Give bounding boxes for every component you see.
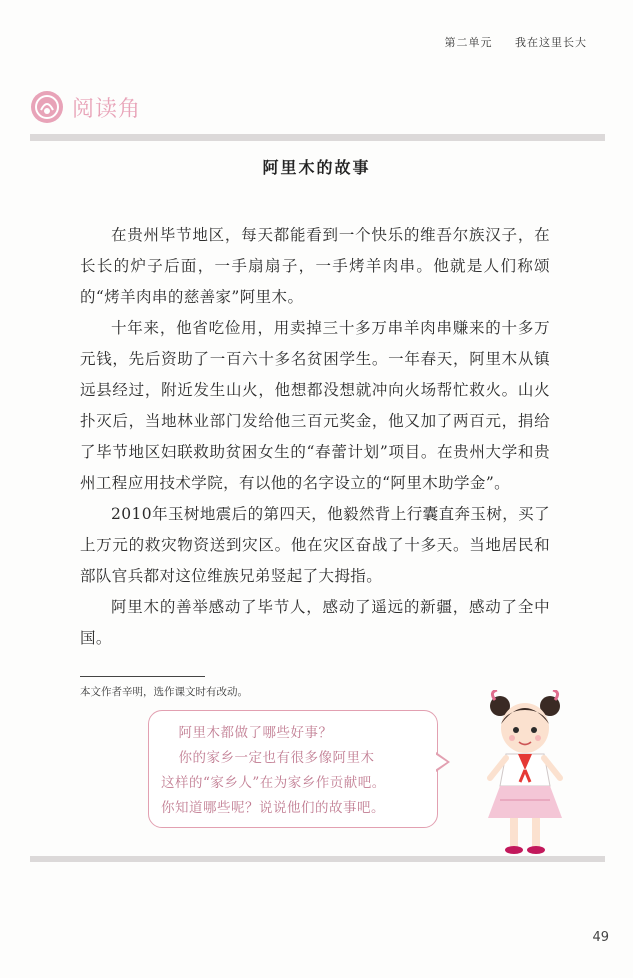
bottom-divider (30, 856, 605, 862)
prompt-line: 这样的“家乡人”在为家乡作贡献吧。 (161, 775, 386, 791)
prompt-line: 你的家乡一定也有很多像阿里木 (178, 750, 375, 766)
running-header (427, 34, 588, 50)
article-title: 阿里木的故事 (262, 158, 371, 177)
paragraph: 2010年玉树地震后的第四天，他毅然背上行囊直奔玉树，买了上万元的救灾物资送到灾区。他在灾区奋战了十多天。当地居民和部队官兵都对这位维族兄弟竖起了大拇指。 (80, 505, 550, 585)
section-title: 阅读角 (72, 97, 142, 122)
speech-bubble (148, 710, 438, 828)
paragraph: 阿里木的善举感动了毕节人，感动了遥远的新疆，感动了全中国。 (80, 598, 550, 647)
prompt-line: 你知道哪些呢？说说他们的故事吧。 (161, 800, 385, 816)
footnote-divider (80, 676, 205, 677)
footnote: 本文作者辛明，选作课文时有改动。 (80, 686, 248, 698)
girl-character-icon (470, 690, 580, 860)
section-banner (30, 88, 605, 141)
paragraph: 十年来，他省吃俭用，用卖掉三十多万串羊肉串赚来的十多万元钱，先后资助了一百六十多名贫困学生。一年春天，阿里木从镇远县经过，附近发生山火，他想都没想就冲向火场帮忙救火。山火扑灭后，当地林业部门发给他三百元奖金，他又加了两百元，捐给了毕节地区妇联救助贫困女生的“春蕾计划”项目。在贵州大学和贵州工程应用技术学院，有以他的名字设立的“阿里木助学金”。 (80, 319, 550, 492)
article-body (80, 220, 550, 654)
page-number: 49 (592, 930, 609, 945)
bubble-tail (436, 752, 450, 772)
unit-title: 我在这里长大 (515, 36, 587, 49)
paragraph: 在贵州毕节地区，每天都能看到一个快乐的维吾尔族汉子，在长长的炉子后面，一手扇扇子，一手烤羊肉串。他就是人们称颂的“烤羊肉串的慈善家”阿里木。 (80, 226, 550, 306)
flower-emblem-icon (30, 90, 64, 124)
prompt-question: 阿里木都做了哪些好事？ (178, 725, 333, 741)
unit-label: 第二单元 (444, 36, 493, 49)
